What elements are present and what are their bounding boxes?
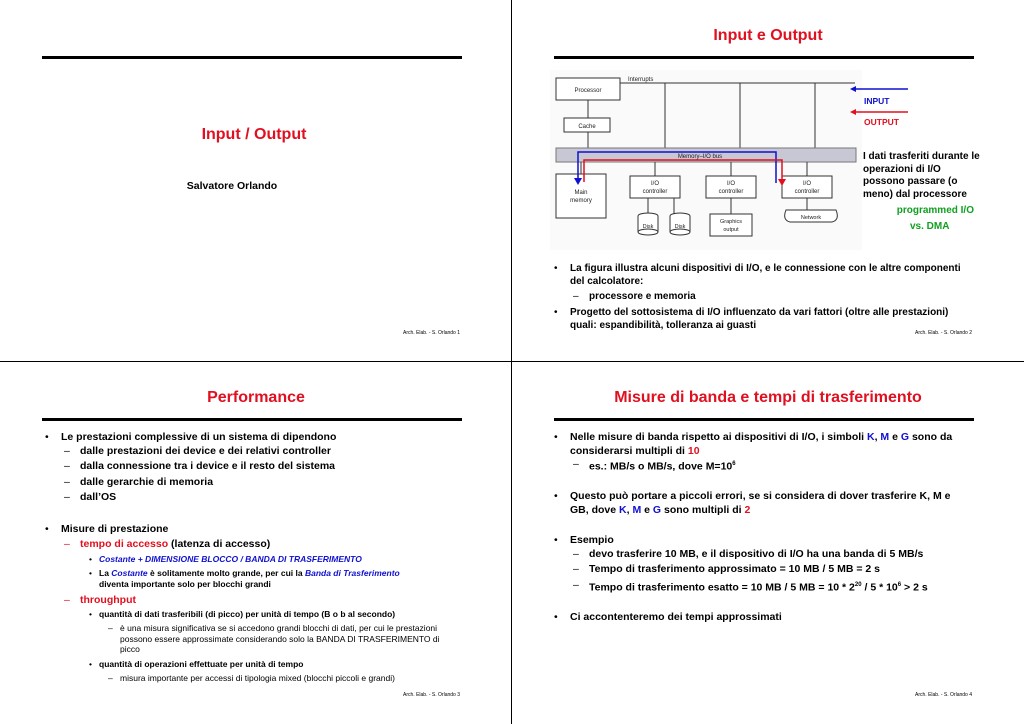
qty-dati: • quantità di dati trasferibili (di picco) per unità di tempo (B o b al secondo) [89,609,396,619]
bus-label: Memory–I/O bus [677,154,723,160]
title-rule [42,418,462,421]
programmed-io: programmed I/O [896,205,974,216]
bullet-3: • Esempio [554,534,614,546]
output-legend-label: OUTPUT [864,117,899,127]
vs-dma: vs. DMA [910,221,950,232]
svg-text:controller: controller [642,189,668,195]
svg-text:I/O: I/O [726,181,736,187]
author: Salvatore Orlando [186,180,278,192]
slide-1 [0,0,512,362]
svg-text:controller: controller [718,189,744,195]
slide-title: Input e Output [713,27,823,44]
formula-line: • Costante + DIMENSIONE BLOCCO / BANDA DI TRASFERIMENTO [89,554,362,564]
slide-2 [512,0,1024,362]
qty-op: • quantità di operazioni effettuate per unità di tempo [89,659,304,669]
output-legend-arrow [850,109,856,115]
misura-importante: – misura importante per accessi di tipologia mixed (blocchi piccoli e grandi) [108,673,395,683]
tempo-accesso: – tempo di accesso (latenza di accesso) [64,538,271,550]
slide-title: Input / Output [201,126,307,143]
slide-title: Misure di banda e tempi di trasferimento [614,389,922,406]
title-rule [554,56,974,59]
io-diagram [550,70,862,250]
title-rule [554,418,974,421]
interrupts-label: Interrupts [628,77,654,83]
svg-text:I/O: I/O [650,181,660,187]
input-legend-label: INPUT [864,96,890,106]
slide-title: Performance [207,389,305,406]
bullet-1: • Nelle misure di banda rispetto ai dispositivi di I/O, i simboli K, M e G sono da considerarsi multipli di 10 [554,431,953,457]
main-memory-box [556,174,606,218]
bullet-1-example: – es.: MB/s o MB/s, dove $M=10^6$ [573,458,736,473]
example-2: – Tempo di trasferimento approssimato = 10 MB / 5 MB = 2 s [573,563,880,575]
svg-text:controller: controller [794,189,820,195]
bullet-4: • Ci accontenteremo dei tempi approssimati [554,611,782,623]
bullet-1-sub-1: – dalle prestazioni dei device e dei relativi controller [64,445,331,457]
throughput: – throughput [64,594,136,606]
slide-4 [512,362,1024,724]
misura-significativa: – è una misura significativa se si accedono grandi blocchi di dati, per cui le prestazioni possono essere approssimate considerando solo la BANDA DI TRASFERIMENTO di picco [108,623,440,654]
svg-text:Graphics: Graphics [719,219,743,225]
bullet-2: • Progetto del sottosistema di I/O influenzato da vari fattori (oltre alle prestazioni) quali: espandibilità, tolleranza ai guasti [554,307,949,331]
example-3: – Tempo di trasferimento esatto = 10 MB / 5 MB = $10 * 2^{20} / 5 * 10^6 > 2$ s [573,579,928,594]
bullet-2: • Questo può portare a piccoli errori, se si considera di dover trasferire K, M e GB, dove K, M e G sono multipli di 2 [554,490,951,516]
title-rule [42,56,462,59]
slide-footer: Arch. Elab. - S. Orlando 2 [915,330,972,336]
main-memory-label: Main [574,190,588,196]
network-label: Network [800,215,822,221]
svg-text:output: output [723,227,739,233]
slide-footer: Arch. Elab. - S. Orlando 4 [915,692,972,698]
bullet-1: • Le prestazioni complessive di un sistema di dipendono [45,431,337,443]
side-text: I dati trasferiti durante le operazioni di I/O possono passare (o meno) dal processore [863,151,980,200]
slide-footer: Arch. Elab. - S. Orlando 3 [403,692,460,698]
disk-label-1: Disk [642,224,654,230]
slide-3 [0,362,512,724]
svg-text:I/O: I/O [802,181,812,187]
example-1: – devo trasferire 10 MB, e il dispositivo di I/O ha una banda di 5 MB/s [573,548,924,560]
costante-note: • La Costante è solitamente molto grande, per cui la Banda di Trasferimento diventa importante solo per blocchi grandi [89,568,400,589]
bullet-1-sub-2: – dalla connessione tra i device e il resto del sistema [64,460,336,472]
bullet-1-sub-4: – dall’OS [64,491,117,503]
input-legend-arrow [850,86,856,92]
slide-footer: Arch. Elab. - S. Orlando 1 [403,330,460,336]
bullet-1-sub: – processore e memoria [573,291,696,302]
disk-label-2: Disk [674,224,686,230]
bullet-1: • La figura illustra alcuni dispositivi di I/O, e le connessione con le altre componenti del calcolatore: [554,263,961,287]
bullet-1-sub-3: – dalle gerarchie di memoria [64,476,214,488]
processor-label: Processor [574,88,602,94]
bullet-2: • Misure di prestazione [45,523,169,535]
cache-label: Cache [578,124,596,130]
main-memory-label-2: memory [570,198,592,204]
